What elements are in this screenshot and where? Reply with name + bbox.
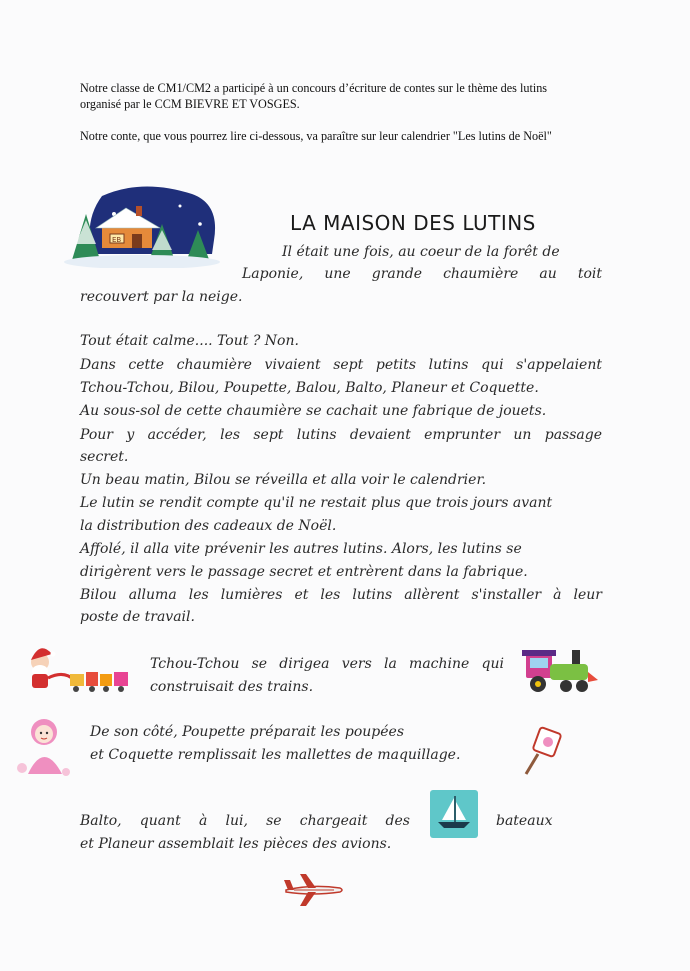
story-line-20: et Coquette remplissait les mallettes de maquillage. [90,747,461,763]
story-line-4: Tout était calme.... Tout ? Non. [80,333,299,349]
snowy-house-illustration [62,184,224,268]
story-line-2: Laponie, une grande chaumière au toit [242,266,602,282]
story-line-9: secret. [80,449,129,465]
story-line-6: Tchou-Tchou, Bilou, Poupette, Balou, Balto, Planeur et Coquette. [80,380,539,396]
story-line-19: De son côté, Poupette préparait les poupées [90,724,405,740]
story-line-12: la distribution des cadeaux de Noël. [80,518,337,534]
intro-paragraph-1: Notre classe de CM1/CM2 a participé à un concours d’écriture de contes sur le thème des lutins organisé par le CCM BIEVRE ET VOSGES. [80,81,548,111]
story-line-8: Pour y accéder, les sept lutins devaient emprunter un passage [80,427,602,443]
story-line-22: et Planeur assemblait les pièces des avions. [80,836,392,852]
story-line-14: dirigèrent vers le passage secret et entrèrent dans la fabrique. [80,564,528,580]
makeup-mirror-illustration [522,726,562,778]
story-line-7: Au sous-sol de cette chaumière se cachait une fabrique de jouets. [80,403,547,419]
santa-train-illustration [24,644,136,696]
story-line-16: poste de travail. [80,609,195,625]
story-title: LA MAISON DES LUTINS [290,211,536,236]
airplane-illustration [282,870,346,910]
story-line-5: Dans cette chaumière vivaient sept petits lutins qui s'appelaient [80,357,602,373]
story-line-18: construisait des trains. [150,679,314,695]
sailboat-illustration [430,790,478,838]
story-line-15: Bilou alluma les lumières et les lutins allèrent s'installer à leur [80,587,602,603]
doll-illustration [14,714,76,782]
toy-train-illustration [520,644,600,696]
story-line-17: Tchou-Tchou se dirigea vers la machine qui [150,656,504,672]
house-sign: EB [112,236,122,244]
story-line-10: Un beau matin, Bilou se réveilla et alla voir le calendrier. [80,472,487,488]
story-line-1: Il était une fois, au coeur de la forêt de [282,244,560,260]
story-line-3: recouvert par la neige. [80,289,243,305]
story-line-21-end: bateaux [496,813,553,829]
intro-paragraph-2: Notre conte, que vous pourrez lire ci-dessous, va paraître sur leur calendrier "Les lutins de Noël" [80,129,552,143]
story-line-21: Balto, quant à lui, se chargeait des [80,813,410,829]
story-line-13: Affolé, il alla vite prévenir les autres lutins. Alors, les lutins se [80,541,522,557]
story-line-11: Le lutin se rendit compte qu'il ne restait plus que trois jours avant [80,495,553,511]
